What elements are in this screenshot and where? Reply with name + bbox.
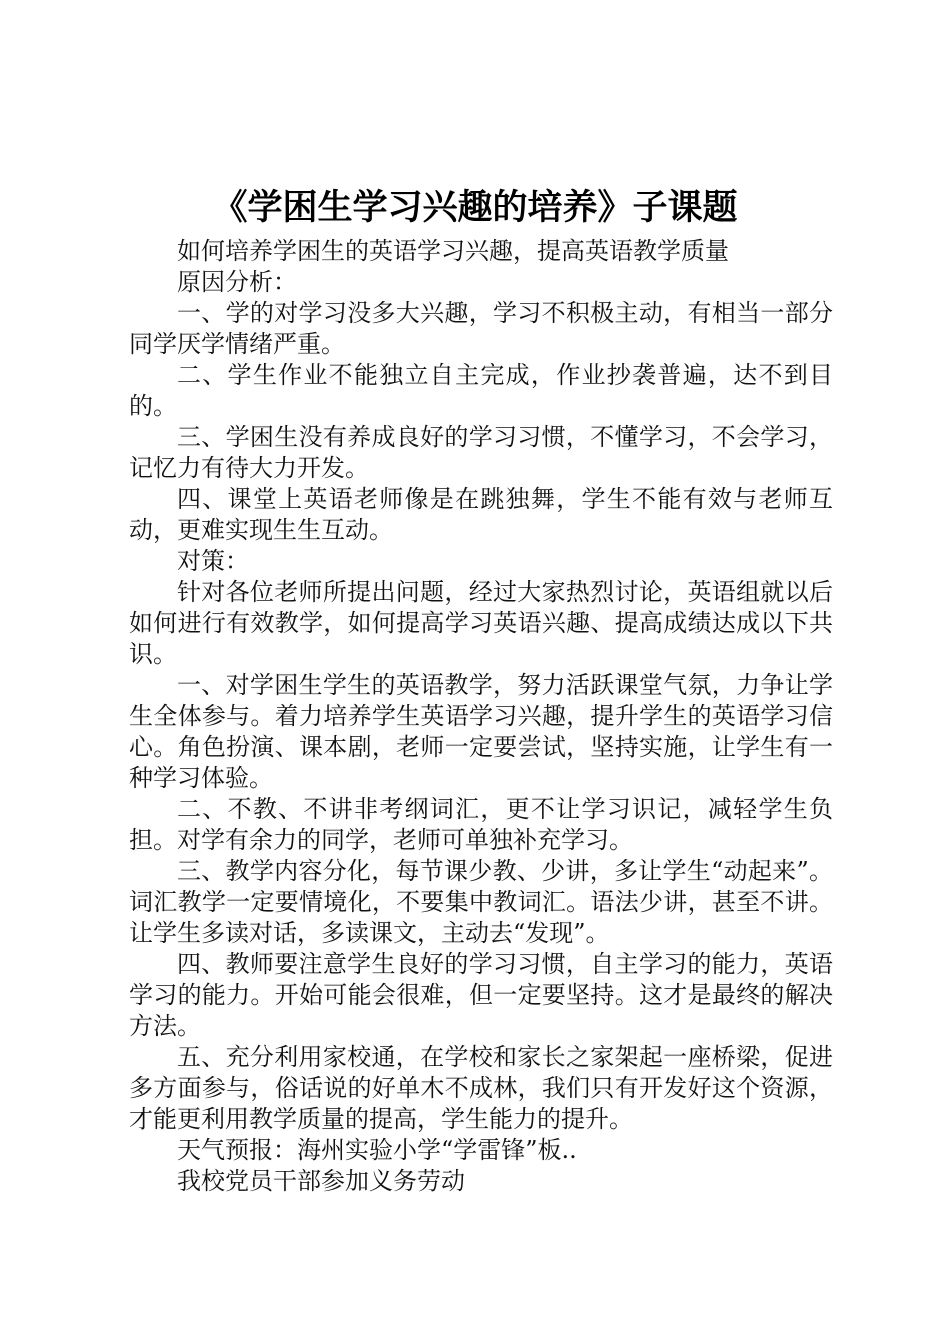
measure-paragraph-3: 三、教学内容分化，每节课少教、少讲，多让学生“动起来”。词汇教学一定要情境化，不要集中教词汇。语法少讲，甚至不讲。让学生多读对话，多读课文，主动去“发现”。 — [129, 857, 833, 947]
cause-paragraph-1: 一、学的对学习没多大兴趣，学习不积极主动，有相当一部分同学厌学情绪严重。 — [129, 299, 833, 358]
cause-paragraph-4: 四、课堂上英语老师像是在跳独舞，学生不能有效与老师互动，更难实现生生互动。 — [129, 485, 833, 544]
measure-paragraph-5: 五、充分利用家校通，在学校和家长之家架起一座桥梁，促进多方面参与，俗话说的好单木不成林，我们只有开发好这个资源，才能更利用教学质量的提高，学生能力的提升。 — [129, 1043, 833, 1133]
measures-heading: 对策： — [177, 547, 249, 575]
measures-intro-paragraph: 针对各位老师所提出问题，经过大家热烈讨论，英语组就以后如何进行有效教学，如何提高学习英语兴趣、提高成绩达成以下共识。 — [129, 578, 833, 668]
document-body — [129, 236, 833, 1197]
cause-analysis-heading: 原因分析： — [177, 268, 297, 296]
related-link-2: 我校党员干部参加义务劳动 — [177, 1167, 465, 1195]
cause-paragraph-2: 二、学生作业不能独立自主完成，作业抄袭普遍，达不到目的。 — [129, 361, 833, 420]
cause-paragraph-3: 三、学困生没有养成良好的学习习惯，不懂学习，不会学习，记忆力有待大力开发。 — [129, 423, 833, 482]
related-link-1: 天气预报：海州实验小学“学雷锋”板.. — [177, 1136, 577, 1164]
measure-paragraph-2: 二、不教、不讲非考纲词汇，更不让学习识记，减轻学生负担。对学有余力的同学，老师可单独补充学习。 — [129, 795, 833, 854]
subtitle-paragraph: 如何培养学困生的英语学习兴趣，提高英语教学质量 — [177, 237, 729, 265]
document-title: 《学困生学习兴趣的培养》子课题 — [212, 188, 738, 228]
measure-paragraph-4: 四、教师要注意学生良好的学习习惯，自主学习的能力，英语学习的能力。开始可能会很难，但一定要坚持。这才是最终的解决方法。 — [129, 950, 833, 1040]
measure-paragraph-1: 一、对学困生学生的英语教学，努力活跃课堂气氛，力争让学生全体参与。着力培养学生英语学习兴趣，提升学生的英语学习信心。角色扮演、课本剧，老师一定要尝试，坚持实施，让学生有一种学习体验。 — [129, 671, 833, 792]
